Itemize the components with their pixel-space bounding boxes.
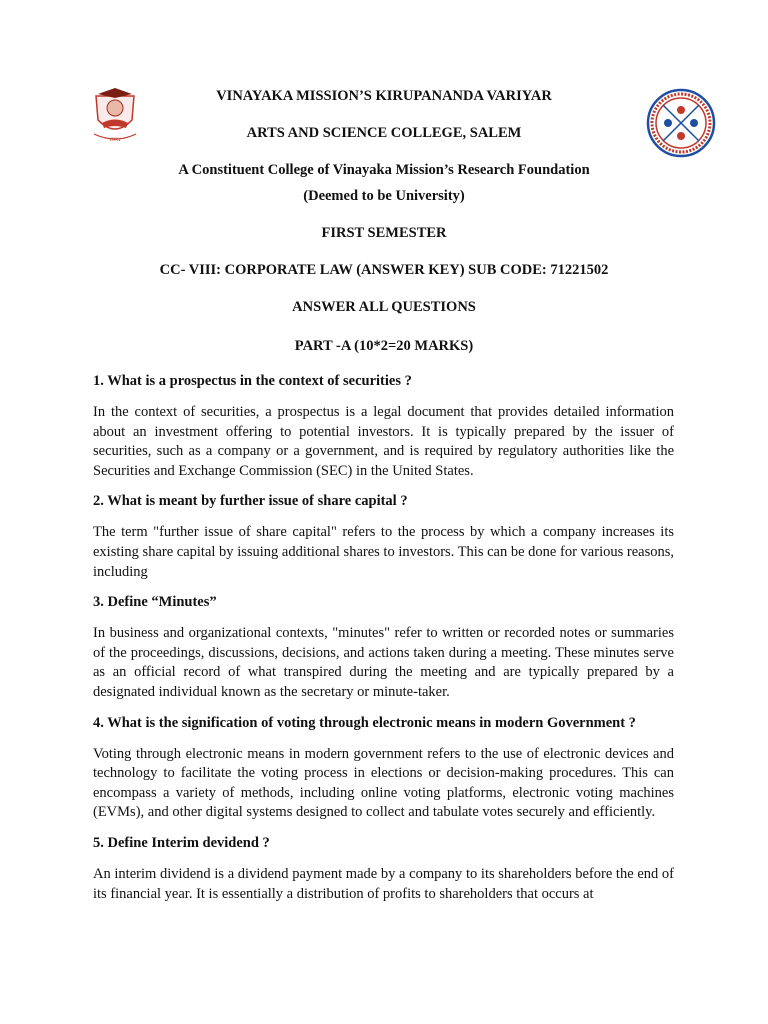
svg-text:VMKV: VMKV [109,137,121,142]
question-text: 1. What is a prospectus in the context of securities ? [93,373,412,389]
question-item [93,493,674,582]
subject-line: CC- VIII: CORPORATE LAW (ANSWER KEY) SUB CODE: 71221502 [159,262,609,278]
answer-text: Voting through electronic means in modern government refers to the use of electronic devices and technology to facilitate the voting process in elections or decision-making procedures. This can encompass a variety of methods, including online voting platforms, electronic voting machines (EVMs), and other digital systems designed to collect and tabulate votes securely and efficiently. [93,745,674,821]
deemed-university-line: (Deemed to be University) [303,188,465,204]
college-name-line2: ARTS AND SCIENCE COLLEGE, SALEM [246,125,522,141]
semester-line: FIRST SEMESTER [321,225,447,241]
question-text: 3. Define “Minutes” [93,594,217,611]
constituent-line: A Constituent College of Vinayaka Mission’s Research Foundation [178,162,590,178]
question-item [93,373,674,481]
question-item [93,594,674,702]
part-line: PART -A (10*2=20 MARKS) [294,338,474,354]
answer-text: In business and organizational contexts, "minutes" refer to written or recorded notes or summaries of the proceedings, discussions, decisions, and actions taken during a meeting. These minutes serve as an official record of what transpired during the meeting and are typically prepared by a designated individual known as the secretary or minute-taker. [93,625,674,700]
question-text: 4. What is the signification of voting through electronic means in modern Government ? [93,714,636,731]
college-name-line1: VINAYAKA MISSION’S KIRUPANANDA VARIYAR [216,88,552,104]
answer-text: The term "further issue of share capital" refers to the process by which a company increases its existing share capital by issuing additional shares to investors. This can be done for various reasons, including [93,524,674,580]
question-item [93,835,674,904]
answer-list [93,373,674,916]
question-item [93,715,674,823]
question-text: 2. What is meant by further issue of share capital ? [93,493,408,510]
question-text: 5. Define Interim devidend ? [93,834,270,851]
answer-text: In the context of securities, a prospectus is a legal document that provides detailed information about an investment offering to potential investors. It is typically prepared by the issuer of securities, such as a company or a government, and is required by regulatory authorities like the Securities and Exchange Commission (SEC) in the United States. [93,404,674,479]
instruction-line: ANSWER ALL QUESTIONS [292,299,476,315]
answer-text: An interim dividend is a dividend payment made by a company to its shareholders before the end of its financial year. It is essentially a distribution of profits to shareholders that occurs at [93,865,674,902]
